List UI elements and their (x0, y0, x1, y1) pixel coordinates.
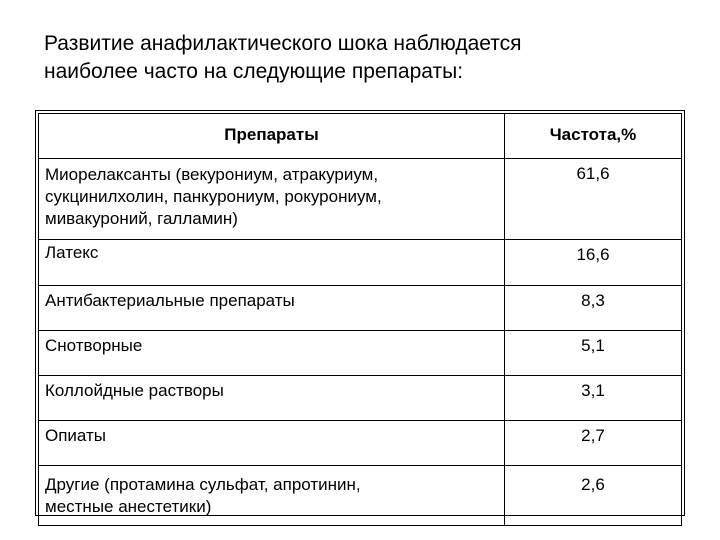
drug-name-line: Миорелаксанты (векурониум, атракуриум, (45, 165, 379, 184)
table-header-row (39, 114, 682, 159)
frequency-cell: 2,7 (505, 421, 682, 466)
drug-name-line: мивакуроний, галламин) (45, 209, 238, 228)
drug-name-line: Коллойдные растворы (45, 381, 224, 400)
drug-name-line: Опиаты (45, 426, 107, 445)
table-row (39, 376, 682, 421)
table-row (39, 421, 682, 466)
table-row (39, 159, 682, 240)
drug-name-line: Другие (протамина сульфат, апротинин, (45, 475, 361, 494)
table-row (39, 466, 682, 526)
drug-name-cell (39, 240, 505, 286)
drug-name-cell (39, 159, 505, 240)
frequency-cell: 8,3 (505, 286, 682, 331)
intro-line-1: Развитие анафилактического шока наблюдается (44, 32, 522, 55)
drug-name-cell (39, 331, 505, 376)
drug-name-line: Латекс (45, 243, 99, 262)
intro-line-2: наиболее часто на следующие препараты: (44, 60, 464, 83)
header-drug: Препараты (39, 114, 505, 159)
frequency-cell: 2,6 (505, 466, 682, 526)
table-row (39, 331, 682, 376)
table-row (39, 240, 682, 286)
frequency-cell: 5,1 (505, 331, 682, 376)
drug-frequency-table-frame (35, 110, 685, 516)
frequency-cell: 61,6 (505, 159, 682, 240)
drug-name-cell (39, 376, 505, 421)
intro-heading (44, 30, 684, 86)
drug-name-line: Снотворные (45, 336, 143, 355)
drug-name-cell (39, 286, 505, 331)
drug-name-cell (39, 421, 505, 466)
drug-name-line: местные анестетики) (45, 497, 212, 516)
drug-name-cell (39, 466, 505, 526)
header-frequency: Частота,% (505, 114, 682, 159)
frequency-cell: 16,6 (505, 240, 682, 286)
drug-name-line: Антибактериальные препараты (45, 291, 295, 310)
drug-frequency-table (38, 113, 682, 526)
frequency-cell: 3,1 (505, 376, 682, 421)
drug-name-line: сукцинилхолин, панкурониум, рокурониум, (45, 187, 382, 206)
table-row (39, 286, 682, 331)
